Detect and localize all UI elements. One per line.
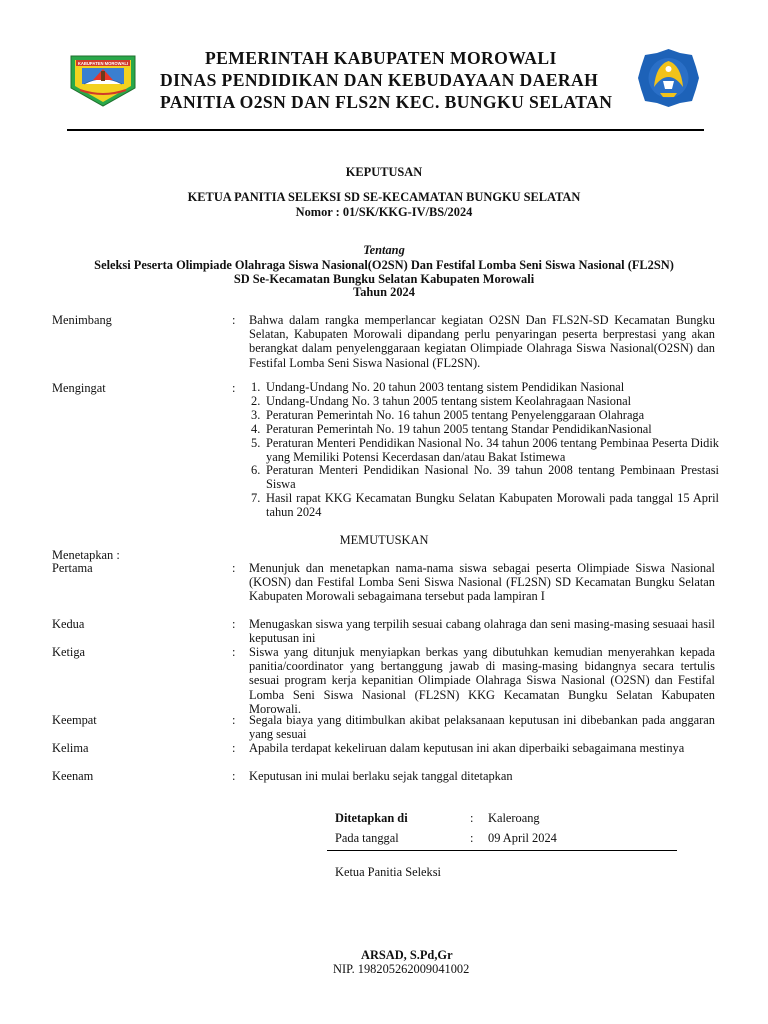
memutuskan-heading: MEMUTUSKAN <box>339 533 429 547</box>
decision-text-keempat: Segala biaya yang ditimbulkan akibat pelaksanaan keputusan ini dibebankan pada anggaran yang sesuai <box>249 713 715 742</box>
decision-text-kedua: Menugaskan siswa yang terpilih sesuai cabang olahraga dan seni masing-masing sesuaai hasil keputusan ini <box>249 617 715 646</box>
ditetapkan-value: Kaleroang <box>488 811 540 825</box>
decision-text-pertama: Menunjuk dan menetapkan nama-nama siswa sebagai peserta Olimpiade Siswa Nasional (KOSN) dan Festifal Lomba Seni Siswa Nasional (FL2SN) SD Kecamatan Bungku Selatan Kabupaten Morowali sebagaimana tersebut pada lampiran I <box>249 561 715 604</box>
tut-wuri-handayani-emblem-icon <box>636 47 701 109</box>
list-item: 3. Peraturan Pemerintah No. 16 tahun 2005 tentang Penyelenggaraan Olahraga <box>251 407 645 422</box>
header-line-1: PEMERINTAH KABUPATEN MOROWALI <box>205 48 557 68</box>
header-line-2: DINAS PENDIDIKAN DAN KEBUDAYAAN DAERAH <box>160 70 599 90</box>
signer-name: ARSAD, S.Pd,Gr <box>361 948 453 962</box>
document-number: Nomor : 01/SK/KKG-IV/BS/2024 <box>295 205 473 219</box>
decision-colon: : <box>232 769 236 783</box>
menimbang-text: Bahwa dalam rangka memperlancar kegiatan O2SN Dan FLS2N-SD Kecamatan Bungku Selatan, Kabupaten Morowali dipandang perlu penyaringan peserta berprestasi yang akan berangkat dalam penyelenggaraan kegiatan Olimpiade Olahraga Siswa Nasional(O2SN) dan Festifal Lomba Seni Siswa Nasional (FL2SN). <box>249 313 715 370</box>
tentang-label: Tentang <box>363 243 405 257</box>
about-line-3: Tahun 2024 <box>353 285 415 299</box>
header-divider <box>67 129 704 131</box>
list-item: 6. Peraturan Menteri Pendidikan Nasional No. 39 tahun 2008 tentang Pembinaan Prestasi Siswa <box>251 463 719 492</box>
tanggal-colon: : <box>470 831 474 845</box>
tanggal-label: Pada tanggal <box>335 831 399 845</box>
about-line-1: Seleksi Peserta Olimpiade Olahraga Siswa Nasional(O2SN) Dan Festifal Lomba Seni Siswa Nasional (FL2SN) <box>94 258 674 272</box>
about-line-2: SD Se-Kecamatan Bungku Selatan Kabupaten Morowali <box>233 272 535 286</box>
mengingat-list <box>249 381 719 520</box>
decision-colon: : <box>232 561 236 575</box>
decision-colon: : <box>232 713 236 727</box>
menimbang-label: Menimbang <box>52 313 112 327</box>
decision-colon: : <box>232 617 236 631</box>
ditetapkan-colon: : <box>470 811 474 825</box>
document-subheading: KETUA PANITIA SELEKSI SD SE-KECAMATAN BUNGKU SELATAN <box>187 190 581 204</box>
decision-label-pertama: Pertama <box>52 561 93 575</box>
decision-text-keenam: Keputusan ini mulai berlaku sejak tanggal ditetapkan <box>249 769 513 783</box>
decision-label-keenam: Keenam <box>52 769 94 783</box>
mengingat-colon: : <box>232 381 236 395</box>
signer-role: Ketua Panitia Seleksi <box>335 865 441 879</box>
list-item: 7. Hasil rapat KKG Kecamatan Bungku Selatan Kabupaten Morowali pada tanggal 15 April tahun 2024 <box>251 491 719 520</box>
list-item: 5. Peraturan Menteri Pendidikan Nasional No. 34 tahun 2006 tentang Pembinaa Peserta Didik yang Memiliki Potensi Kecerdasan dan/atau Bakat Istimewa <box>251 435 719 464</box>
kabupaten-morowali-emblem-icon <box>68 50 138 108</box>
list-item: 2. Undang-Undang No. 3 tahun 2005 tentang sistem Keolahragaan Nasional <box>251 393 632 408</box>
decision-text-kelima: Apabila terdapat kekeliruan dalam keputusan ini akan diperbaiki sebagaimana mestinya <box>249 741 685 755</box>
ditetapkan-label: Ditetapkan di <box>335 811 408 825</box>
decision-colon: : <box>232 645 236 659</box>
decision-label-ketiga: Ketiga <box>52 645 86 659</box>
decision-label-kelima: Kelima <box>52 741 89 755</box>
menimbang-colon: : <box>232 313 236 327</box>
letterhead <box>0 40 768 130</box>
signer-nip: NIP. 198205262009041002 <box>333 962 470 976</box>
decision-label-kedua: Kedua <box>52 617 85 631</box>
list-item: 4. Peraturan Pemerintah No. 19 tahun 2005 tentang Standar PendidikanNasional <box>251 421 652 436</box>
header-line-3: PANITIA O2SN DAN FLS2N KEC. BUNGKU SELATAN <box>160 92 613 112</box>
list-item: 1. Undang-Undang No. 20 tahun 2003 tentang sistem Pendidikan Nasional <box>251 380 625 394</box>
decision-colon: : <box>232 741 236 755</box>
menetapkan-label: Menetapkan : <box>52 548 120 562</box>
document-heading: KEPUTUSAN <box>345 165 423 179</box>
svg-text:KABUPATEN MOROWALI: KABUPATEN MOROWALI <box>77 61 129 66</box>
mengingat-label: Mengingat <box>52 381 106 395</box>
decision-text-ketiga: Siswa yang ditunjuk menyiapkan berkas yang dibutuhkan kemudian menyerahkan kepada panitia/coordinator yang bertanggung jawab di masing-masing bidangnya secara tertulis sesuai program kerja kepanitian Olimpiade Olahraga Siswa Nasional (O2SN) dan Festifal Lomba Seni Siswa Nasional (FL2SN) KKG Kecamatan Bungku Selatan Kabupaten Morowali. <box>249 645 715 716</box>
tanggal-value: 09 April 2024 <box>488 831 557 845</box>
signature-divider <box>327 850 677 851</box>
decision-label-keempat: Keempat <box>52 713 97 727</box>
